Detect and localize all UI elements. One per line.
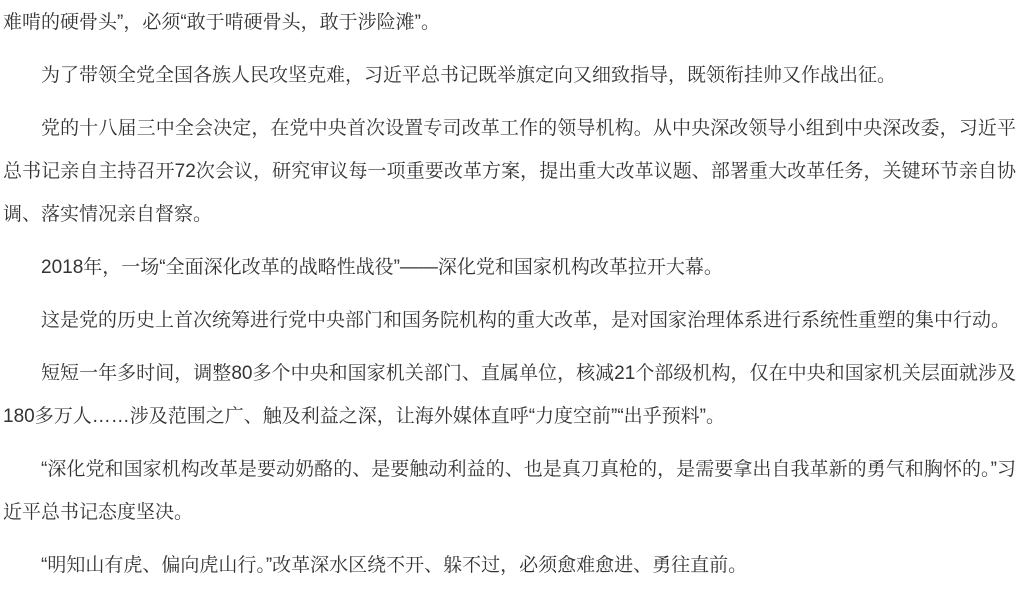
paragraph: “深化党和国家机构改革是要动奶酪的、是要触动利益的、也是真刀真枪的，是需要拿出自我革新的勇气和胸怀的。”习近平总书记态度坚决。	[3, 459, 1016, 523]
paragraph: 为了带领全党全国各族人民攻坚克难，习近平总书记既举旗定向又细致指导，既领衔挂帅又作战出征。	[41, 65, 897, 86]
paragraph: 难啃的硬骨头”，必须“敢于啃硬骨头，敢于涉险滩”。	[3, 12, 440, 33]
paragraph: 党的十八届三中全会决定，在党中央首次设置专司改革工作的领导机构。从中央深改领导小组到中央深改委，习近平总书记亲自主持召开72次会议，研究审议每一项重要改革方案，提出重大改革议题、部署重大改革任务，关键环节亲自协调、落实情况亲自督察。	[3, 118, 1016, 225]
paragraph: “明知山有虎、偏向虎山行。”改革深水区绕不开、躲不过，必须愈难愈进、勇往直前。	[41, 555, 748, 576]
paragraph: 短短一年多时间，调整80多个中央和国家机关部门、直属单位，核减21个部级机构，仅在中央和国家机关层面就涉及180多万人……涉及范围之广、触及利益之深，让海外媒体直呼“力度空前”“出乎预料”。	[3, 363, 1016, 427]
paragraph: 2018年，一场“全面深化改革的战略性战役”——深化党和国家机构改革拉开大幕。	[41, 257, 723, 278]
paragraph: 这是党的历史上首次统筹进行党中央部门和国务院机构的重大改革，是对国家治理体系进行系统性重塑的集中行动。	[41, 310, 1011, 331]
